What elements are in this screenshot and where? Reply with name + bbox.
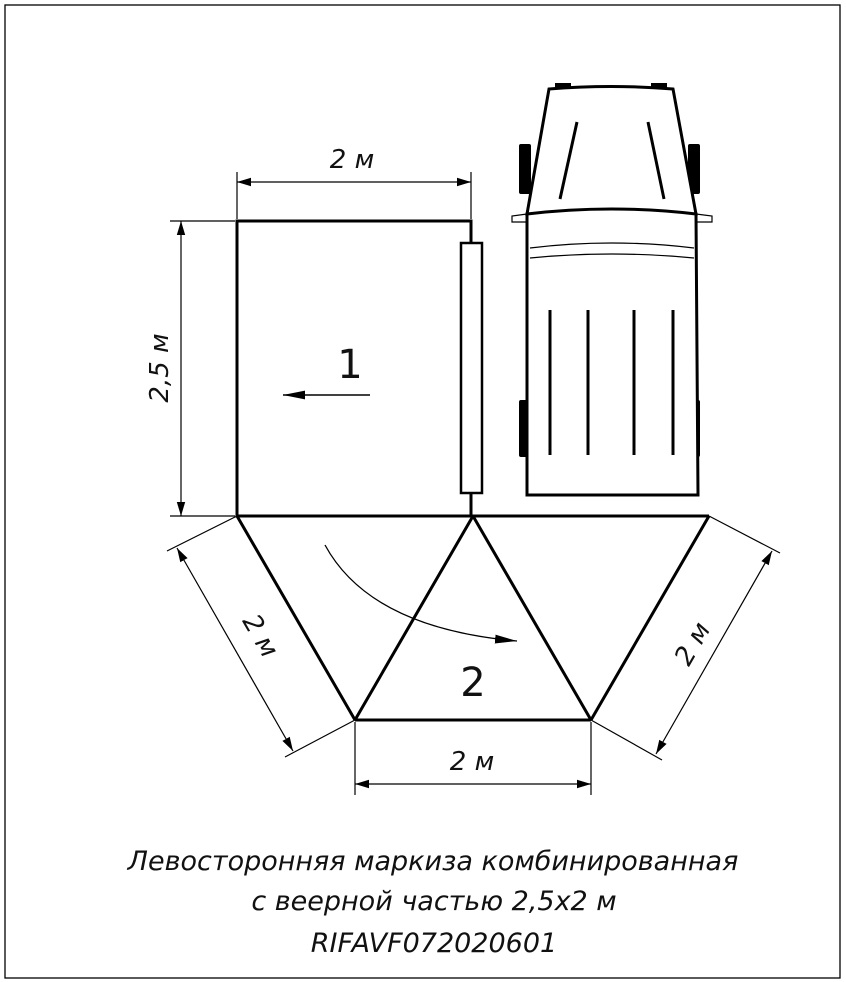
dimension-top-width-label: 2 м	[329, 145, 375, 175]
caption-line-3: RIFAVF072020601	[310, 928, 558, 959]
dimension-fan-right-label: 2 м	[668, 617, 718, 671]
dimension-left-height-label: 2,5 м	[145, 333, 175, 403]
section-2-direction-arrow	[325, 545, 517, 641]
dimension-left-height	[170, 221, 235, 516]
caption-line-1: Левосторонняя маркиза комбинированная	[127, 846, 739, 877]
drawing-frame	[5, 5, 840, 978]
awning-cassette	[461, 243, 482, 493]
car-top-view	[512, 83, 712, 495]
dimension-top-width	[237, 172, 471, 219]
section-1-label: 1	[337, 342, 363, 388]
section-2-label: 2	[460, 660, 486, 706]
caption-line-2: с веерной частью 2,5х2 м	[251, 886, 617, 917]
dimension-fan-bottom-label: 2 м	[449, 747, 495, 777]
dimension-fan-left-label: 2 м	[235, 609, 285, 663]
